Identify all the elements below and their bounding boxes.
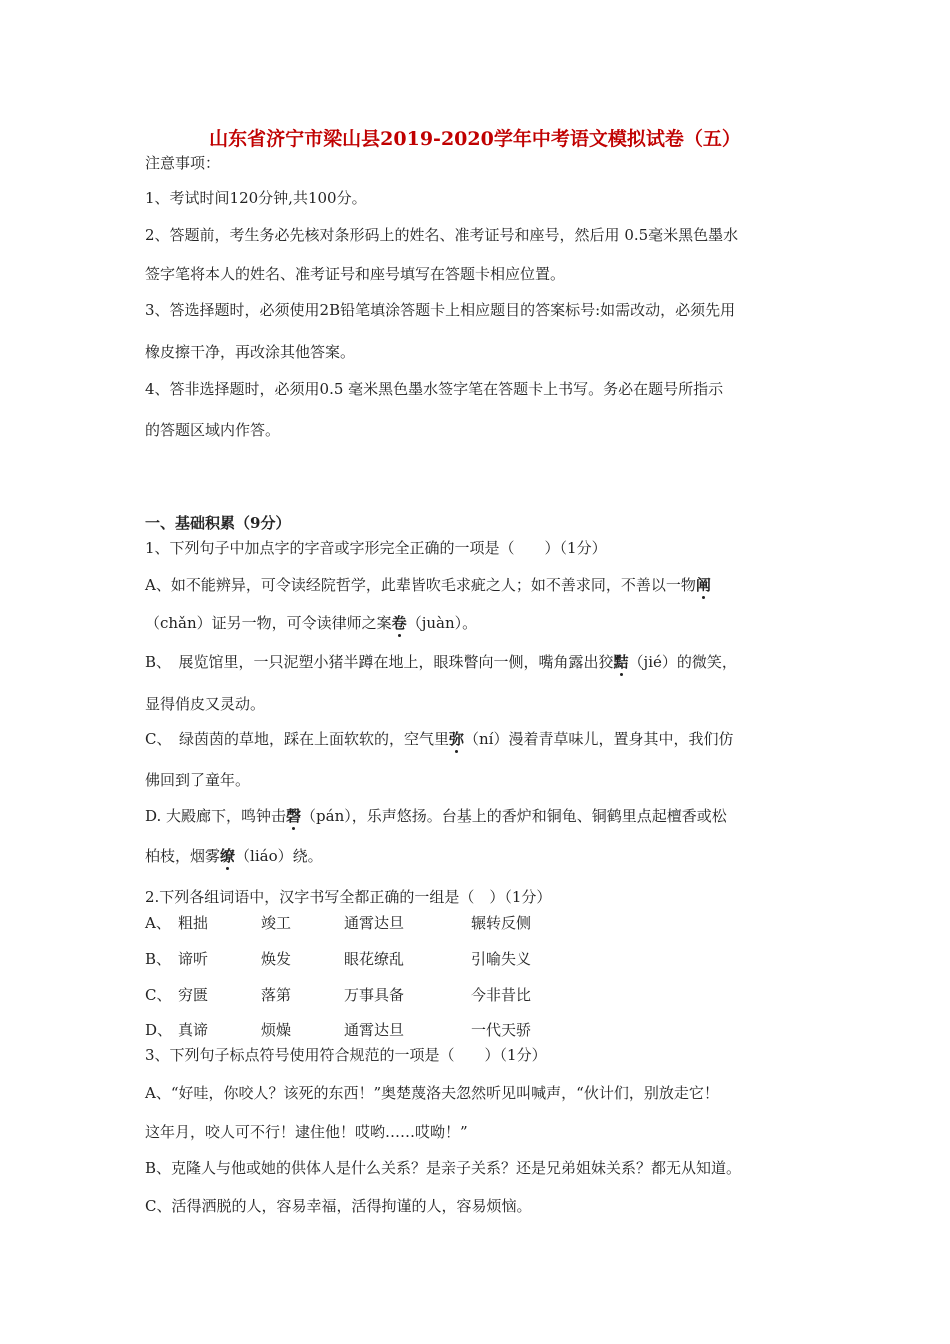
q1-d-text: D. 大殿廊下，鸣钟击 [145, 807, 287, 825]
q1-a-text: （chǎn）证另一物，可令读律师之案 [145, 614, 392, 632]
q1-stem: 1、下列句子中加点字的字音或字形完全正确的一项是（ ）（1分） [145, 539, 607, 557]
word: 焕发 [261, 950, 292, 968]
word: 竣工 [261, 914, 292, 932]
q1-d-text: （pán），乐声悠扬。台基上的香炉和铜龟、铜鹤里点起檀香或松 [301, 807, 727, 825]
q1-c-text: C、 绿茵茵的草地，踩在上面软软的，空气里 [145, 730, 449, 748]
document-title: 山东省济宁市梁山县2019-2020学年中考语文模拟试卷（五） [209, 128, 741, 150]
word: 真谛 [178, 1021, 209, 1039]
dotted-char: 卷 [391, 614, 407, 632]
q3-stem: 3、下列句子标点符号使用符合规范的一项是（ ）（1分） [145, 1046, 547, 1064]
option-label: C、 [145, 986, 172, 1004]
q1-option-a-line-2 [145, 613, 477, 633]
q1-a-text: A、如不能辨异，可令读经院哲学，此辈皆吹毛求疵之人；如不善求同，不善以一物 [145, 576, 696, 594]
q1-option-b-line-2: 显得俏皮又灵动。 [145, 695, 266, 713]
note-4-line-1: 4、答非选择题时，必须用0.5 毫米黑色墨水签字笔在答题卡上书写。务必在题号所指示 [145, 380, 724, 398]
dotted-char: 黠 [613, 653, 629, 671]
q1-option-c-line-1 [145, 729, 733, 749]
q1-b-text: B、 展览馆里，一只泥塑小猪半蹲在地上，眼珠瞥向一侧，嘴角露出狡 [145, 653, 614, 671]
word: 通霄达旦 [344, 1021, 405, 1039]
word: 辗转反侧 [471, 914, 532, 932]
q1-d-text: （liáo）绕。 [235, 847, 323, 865]
q1-option-b-line-1 [145, 652, 737, 672]
note-3-line-1: 3、答选择题时，必须使用2B铅笔填涂答题卡上相应题目的答案标号:如需改动，必须先用 [145, 301, 736, 319]
q1-d-text: 柏枝，烟雾 [145, 847, 221, 865]
word: 粗拙 [178, 914, 209, 932]
q3-option-a-line-2: 这年月，咬人可不行！逮住他！哎哟……哎呦！” [145, 1123, 468, 1141]
word: 一代天骄 [471, 1021, 532, 1039]
notes-heading: 注意事项： [145, 154, 221, 172]
word: 落第 [261, 986, 292, 1004]
note-1: 1、考试时间120分钟,共100分。 [145, 189, 367, 207]
word: 眼花缭乱 [344, 950, 405, 968]
q3-option-c: C、活得洒脱的人，容易幸福，活得拘谨的人，容易烦恼。 [145, 1197, 532, 1215]
dotted-char: 磬 [286, 807, 302, 825]
dotted-char: 阐 [695, 576, 711, 594]
q1-option-c-line-2: 佛回到了童年。 [145, 771, 251, 789]
dotted-char: 弥 [448, 730, 464, 748]
q1-c-text: （ní）漫着青草味儿，置身其中，我们仿 [464, 730, 734, 748]
q1-b-text: （jié）的微笑， [628, 653, 737, 671]
q1-option-d-line-1 [145, 806, 727, 826]
note-2-line-2: 签字笔将本人的姓名、准考证号和座号填写在答题卡相应位置。 [145, 265, 566, 283]
word: 谛听 [178, 950, 209, 968]
q1-option-a-line-1 [145, 575, 711, 595]
word: 通霄达旦 [344, 914, 405, 932]
word: 穷匮 [178, 986, 209, 1004]
q1-a-text: （juàn）。 [406, 614, 478, 632]
dotted-char: 缭 [220, 847, 236, 865]
q1-option-d-line-2 [145, 846, 323, 866]
word: 万事具备 [344, 986, 405, 1004]
q3-option-b: B、克隆人与他或她的供体人是什么关系？是亲子关系？还是兄弟姐妹关系？都无从知道。 [145, 1159, 742, 1177]
section-heading: 一、基础积累（9分） [145, 514, 291, 532]
note-4-line-2: 的答题区域内作答。 [145, 421, 281, 439]
word: 今非昔比 [471, 986, 532, 1004]
option-label: B、 [145, 950, 172, 968]
note-3-line-2: 橡皮擦干净，再改涂其他答案。 [145, 343, 356, 361]
word: 引喻失义 [471, 950, 532, 968]
q2-stem: 2.下列各组词语中，汉字书写全都正确的一组是（ ）（1分） [145, 888, 552, 906]
option-label: A、 [145, 914, 171, 932]
note-2-line-1: 2、答题前，考生务必先核对条形码上的姓名、准考证号和座号，然后用 0.5毫米黑色墨水 [145, 226, 739, 244]
q3-option-a-line-1: A、“好哇，你咬人？该死的东西！”奥楚蔑洛夫忽然听见叫喊声，“伙计们，别放走它！ [145, 1084, 719, 1102]
option-label: D、 [145, 1021, 173, 1039]
word: 烦燥 [261, 1021, 292, 1039]
